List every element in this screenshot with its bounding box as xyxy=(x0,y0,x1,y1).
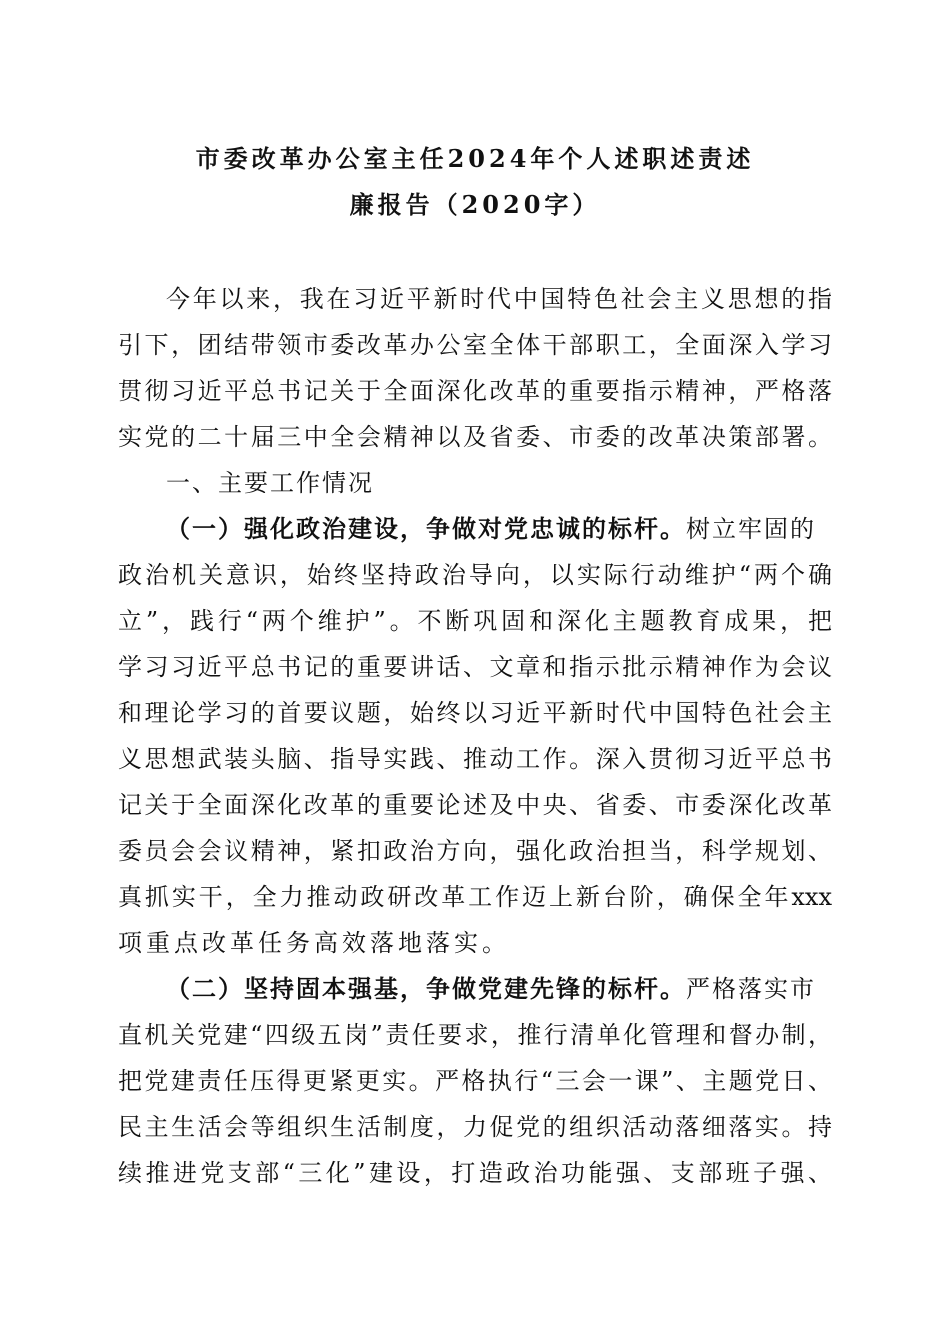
intro-line-4: 实党的二十届三中全会精神以及省委、市委的改革决策部署。 xyxy=(118,423,832,451)
subsection-2-heading: （二）坚持固本强基，争做党建先锋的标杆。 xyxy=(166,974,686,1003)
subsection-1-line-2: 政治机关意识，始终坚持政治导向，以实际行动维护“两个确 xyxy=(118,561,832,589)
title-line-2: 廉报告（2020字） xyxy=(349,190,601,219)
intro-line-1: 今年以来，我在习近平新时代中国特色社会主义思想的指 xyxy=(166,285,832,313)
section-heading: 一、主要工作情况 xyxy=(166,469,374,497)
subsection-1-line-10: 项重点改革任务高效落地落实。 xyxy=(118,929,510,957)
document-title xyxy=(110,136,840,228)
subsection-2-line-4: 民主生活会等组织生活制度，力促党的组织活动落细落实。持 xyxy=(118,1113,832,1141)
subsection-1-line-5: 和理论学习的首要议题，始终以习近平新时代中国特色社会主 xyxy=(118,699,832,727)
subsection-1-first-line xyxy=(118,506,832,552)
subsection-2-paragraph xyxy=(118,966,832,1196)
subsection-1-line-8: 委员会会议精神，紧扣政治方向，强化政治担当，科学规划、 xyxy=(118,837,832,865)
subsection-1-line-7: 记关于全面深化改革的重要论述及中央、省委、市委深化改革 xyxy=(118,791,832,819)
subsection-1-line-9: 真抓实干，全力推动政研改革工作迈上新台阶，确保全年xxx xyxy=(118,883,832,911)
subsection-2-first-line xyxy=(118,966,832,1012)
intro-paragraph xyxy=(118,276,832,460)
subsection-1-heading: （一）强化政治建设，争做对党忠诚的标杆。 xyxy=(166,514,686,543)
subsection-1-line-6: 义思想武装头脑、指导实践、推动工作。深入贯彻习近平总书 xyxy=(118,745,832,773)
subsection-1-paragraph xyxy=(118,506,832,966)
document-body xyxy=(118,276,832,1196)
subsection-1-line-4: 学习习近平总书记的重要讲话、文章和指示批示精神作为会议 xyxy=(118,653,832,681)
intro-line-2: 引下，团结带领市委改革办公室全体干部职工，全面深入学习 xyxy=(118,331,832,359)
subsection-2-line-5: 续推进党支部“三化”建设，打造政治功能强、支部班子强、 xyxy=(118,1159,832,1187)
intro-line-3: 贯彻习近平总书记关于全面深化改革的重要指示精神，严格落 xyxy=(118,377,832,405)
subsection-2-line-2: 直机关党建“四级五岗”责任要求，推行清单化管理和督办制， xyxy=(118,1021,832,1049)
subsection-2-first-text: 严格落实市 xyxy=(686,975,816,1003)
subsection-1-first-text: 树立牢固的 xyxy=(686,515,816,543)
subsection-2-line-3: 把党建责任压得更紧更实。严格执行“三会一课”、主题党日、 xyxy=(118,1067,832,1095)
subsection-1-line-3: 立”，践行“两个维护”。不断巩固和深化主题教育成果，把 xyxy=(118,607,832,635)
title-line-1: 市委改革办公室主任2024年个人述职述责述 xyxy=(195,144,755,173)
